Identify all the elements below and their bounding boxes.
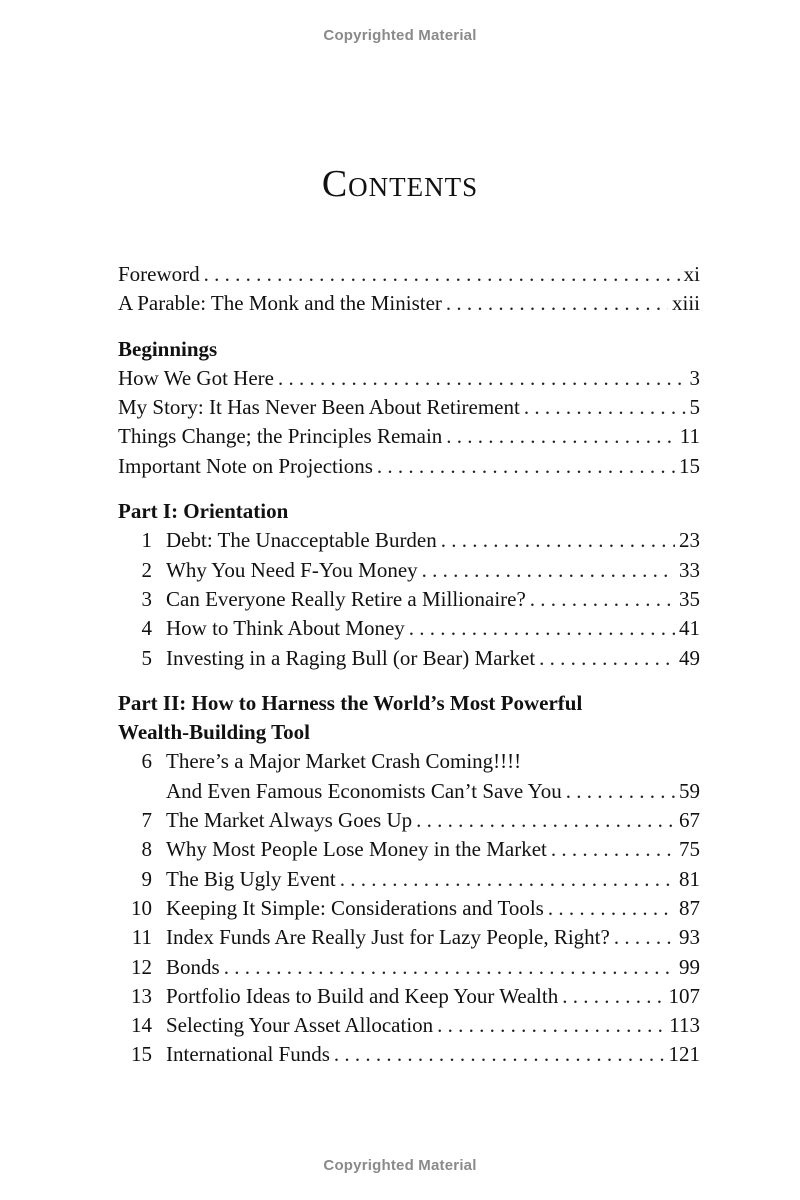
toc-entry-page: 33 (679, 557, 700, 582)
toc-entry-page: 15 (679, 453, 700, 478)
toc-entry-label: The Market Always Goes Up (166, 808, 413, 833)
chapter-number: 2 (141, 557, 152, 582)
dot-leader (437, 1011, 665, 1040)
toc-chapter-entry[interactable] (118, 1040, 700, 1069)
toc-entry-page: 5 (689, 395, 700, 420)
toc-entry-page: 87 (679, 895, 700, 920)
section-heading-beginnings: Beginnings (118, 336, 218, 361)
toc-entry-parable[interactable] (118, 289, 700, 318)
chapter-number: 9 (141, 866, 152, 891)
toc-entry-label: Investing in a Raging Bull (or Bear) Market (166, 645, 536, 670)
toc-entry-label: How to Think About Money (166, 616, 405, 641)
toc-chapter-entry[interactable] (118, 585, 700, 614)
chapter-number: 10 (131, 895, 152, 920)
toc-entry-page: 35 (679, 586, 700, 611)
dot-leader (551, 835, 675, 864)
toc-entry[interactable] (118, 393, 700, 422)
dot-leader (524, 393, 686, 422)
toc-entry[interactable] (118, 364, 700, 393)
chapter-number: 4 (141, 616, 152, 641)
toc-entry[interactable] (118, 422, 700, 451)
toc-entry-label: Foreword (118, 262, 200, 286)
dot-leader (377, 452, 675, 481)
dot-leader (334, 1040, 665, 1069)
toc-entry-page: 49 (679, 645, 700, 670)
dot-leader (416, 806, 675, 835)
dot-leader (446, 422, 675, 451)
toc-entry-label: Portfolio Ideas to Build and Keep Your Wealth (166, 983, 559, 1008)
toc-entry-page: 75 (679, 837, 700, 862)
toc-entry[interactable] (118, 452, 700, 481)
toc-chapter-entry[interactable] (118, 835, 700, 864)
toc-entry-label: Important Note on Projections (118, 453, 373, 478)
dot-leader (340, 865, 675, 894)
toc-entry-page: 3 (689, 365, 700, 390)
toc-chapter-entry[interactable] (118, 982, 700, 1011)
toc-entry-label: Why Most People Lose Money in the Market (166, 837, 547, 862)
chapter-number: 5 (141, 645, 152, 670)
toc-entry-page: 11 (679, 424, 700, 449)
chapter-number: 3 (141, 586, 152, 611)
dot-leader (548, 894, 675, 923)
chapter-number: 14 (131, 1013, 152, 1038)
dot-leader (446, 289, 668, 318)
toc-entry-label: Keeping It Simple: Considerations and Tools (166, 895, 544, 920)
toc-chapter-entry-first-line[interactable] (118, 747, 700, 776)
dot-leader (441, 526, 675, 555)
toc-entry-foreword[interactable] (118, 260, 700, 289)
dot-leader (422, 556, 675, 585)
toc-chapter-entry[interactable] (118, 923, 700, 952)
toc-entry-page: 41 (679, 616, 700, 641)
toc-entry-page: xiii (671, 291, 700, 316)
toc-entry-label: How We Got Here (118, 365, 274, 390)
dot-leader (566, 777, 675, 806)
toc-chapter-entry[interactable] (118, 894, 700, 923)
section-heading-part-2-line-1: Part II: How to Harness the World’s Most Powerful (118, 690, 583, 715)
toc-chapter-entry[interactable] (118, 614, 700, 643)
toc-entry-page: xi (683, 262, 700, 286)
chapter-number: 1 (141, 528, 152, 553)
toc-entry-page: 67 (679, 808, 700, 833)
dot-leader (614, 923, 675, 952)
toc-entry-label: Debt: The Unacceptable Burden (166, 528, 437, 553)
dot-leader (530, 585, 675, 614)
chapter-number: 8 (141, 837, 152, 862)
toc-entry-label: Why You Need F-You Money (166, 557, 418, 582)
section-heading-part-2-line-2: Wealth-Building Tool (118, 720, 310, 745)
toc-chapter-entry[interactable] (118, 1011, 700, 1040)
toc-entry-page: 113 (669, 1013, 700, 1038)
toc-entry-page: 93 (679, 925, 700, 950)
toc-entry-label: My Story: It Has Never Been About Retirement (118, 395, 520, 420)
toc-chapter-entry[interactable] (118, 953, 700, 982)
toc-entry-page: 99 (679, 954, 700, 979)
toc-entry-label: The Big Ugly Event (166, 866, 336, 891)
toc-chapter-entry-continuation[interactable] (118, 777, 700, 806)
toc-entry-page: 23 (679, 528, 700, 553)
dot-leader (278, 364, 686, 393)
toc-entry-page: 107 (668, 983, 700, 1008)
page-title: Contents (321, 163, 479, 205)
chapter-number: 15 (131, 1042, 152, 1067)
toc-chapter-entry[interactable] (118, 806, 700, 835)
dot-leader (409, 614, 675, 643)
dot-leader (224, 953, 675, 982)
toc-entry-label: International Funds (166, 1042, 330, 1067)
chapter-number: 7 (141, 808, 152, 833)
toc-entry-page: 81 (679, 866, 700, 891)
chapter-number: 11 (131, 925, 152, 950)
toc-entry-label: Things Change; the Principles Remain (118, 424, 443, 449)
toc-chapter-entry[interactable] (118, 526, 700, 555)
toc-entry-label: Bonds (166, 954, 220, 979)
toc-chapter-entry[interactable] (118, 644, 700, 673)
toc-chapter-entry[interactable] (118, 556, 700, 585)
chapter-number: 6 (141, 749, 152, 774)
toc-entry-page: 121 (668, 1042, 700, 1067)
toc-chapter-entry[interactable] (118, 865, 700, 894)
copyright-watermark-bottom: Copyrighted Material (323, 1157, 477, 1174)
chapter-number: 12 (131, 954, 152, 979)
toc-entry-label: And Even Famous Economists Can’t Save You (166, 778, 562, 803)
toc-entry-page: 59 (679, 778, 700, 803)
section-heading-part-1: Part I: Orientation (118, 499, 289, 524)
table-of-contents (118, 260, 700, 1070)
dot-leader (562, 982, 664, 1011)
toc-entry-label: A Parable: The Monk and the Minister (118, 291, 442, 316)
toc-entry-label: Index Funds Are Really Just for Lazy People, Right? (166, 925, 610, 950)
toc-entry-label: There’s a Major Market Crash Coming!!!! (166, 749, 522, 774)
chapter-number: 13 (131, 983, 152, 1008)
toc-entry-label: Selecting Your Asset Allocation (166, 1013, 434, 1038)
dot-leader (204, 260, 680, 289)
dot-leader (539, 644, 675, 673)
copyright-watermark-top: Copyrighted Material (323, 27, 477, 44)
toc-entry-label: Can Everyone Really Retire a Millionaire? (166, 586, 526, 611)
